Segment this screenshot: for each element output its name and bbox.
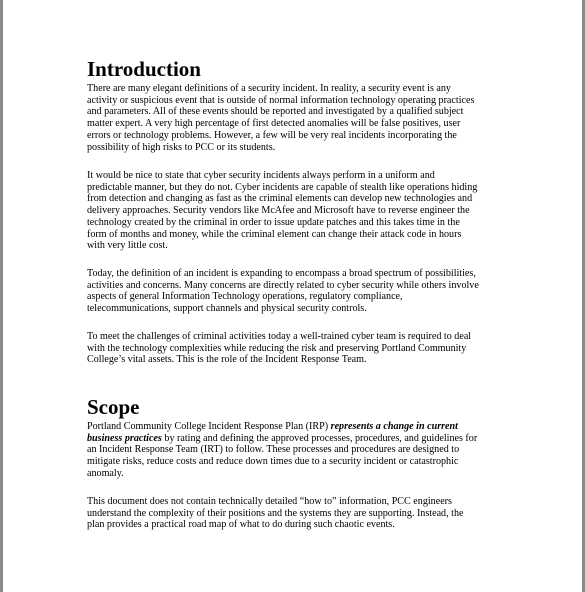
text-line: This document does not contain technically detailed “how to” information, PCC engineers: [87, 496, 452, 507]
scope-heading: Scope: [87, 395, 140, 419]
text-line: To meet the challenges of criminal activities today a well-trained cyber team is required to deal: [87, 331, 472, 342]
text-line: mitigate risks, reduce costs and reduce down times due to a security incident or catastrophic: [87, 456, 459, 468]
emphasized-text: business practices: [87, 432, 162, 444]
emphasized-text: represents a change in current: [330, 421, 458, 432]
text-line: and parameters. All of these events should be reported and investigated by a qualified subject: [87, 106, 464, 118]
text-line: delivery approaches. Security vendors like McAfee and Microsoft have to reverse engineer the: [87, 205, 470, 217]
text-line: from detection and changing as fast as the criminal elements can develop new technologies and: [87, 193, 473, 205]
text-line: telecommunications, support channels and physical security controls.: [87, 303, 367, 315]
text-line: College’s vital assets. This is the role of the Incident Response Team.: [87, 354, 367, 366]
text-line: Today, the definition of an incident is expanding to encompass a broad spectrum of possibilities,: [87, 268, 476, 279]
text-line: errors or technology problems. However, a few will be very real incidents incorporating the: [87, 129, 457, 141]
text-line: with the technology complexities while reducing the risk and preserving Portland Community: [87, 342, 467, 354]
text-line: anomaly.: [87, 467, 124, 479]
introduction-paragraph-3: [87, 268, 509, 315]
introduction-paragraph-2: [87, 170, 509, 252]
scope-line-2-text: by rating and defining the approved processes, procedures, and guidelines for: [161, 432, 478, 444]
introduction-paragraph-4: [87, 331, 509, 366]
text-line: technology created by the criminal in order to issue update patches and this takes time in the: [87, 216, 460, 228]
text-line: activity or suspicious event that is outside of normal information technology operating practices: [87, 94, 475, 106]
text-line: with very little cost.: [87, 240, 168, 252]
document-page: [3, 0, 582, 592]
text-line: [87, 421, 509, 433]
scope-paragraph-2: [87, 496, 509, 531]
text-line: There are many elegant definitions of a security incident. In reality, a security event is any: [87, 83, 451, 94]
scope-line-1-text: Portland Community College Incident Response Plan (IRP): [87, 421, 331, 432]
text-line: form of months and money, while the criminal element can change their attack code in hours: [87, 228, 462, 240]
introduction-paragraph-1: [87, 83, 509, 153]
introduction-heading: Introduction: [87, 57, 201, 81]
text-line: matter expert. A very high percentage of first detected anomalies will be false positives, user: [87, 118, 461, 130]
text-line: It would be nice to state that cyber security incidents always perform in a uniform and: [87, 170, 435, 181]
text-line: understand the complexity of their positions and the systems they are supporting. Instead, the: [87, 507, 464, 519]
text-line: possibility of high risks to PCC or its students.: [87, 141, 276, 153]
text-line: an Incident Response Team (IRT) to follow. These processes and procedures are designed to: [87, 444, 460, 456]
text-line: activities and concerns. Many concerns are directly related to cyber security while others involve: [87, 279, 479, 291]
text-line: [87, 433, 509, 445]
scope-paragraph-1: [87, 421, 509, 480]
text-line: aspects of general Information Technology operations, regulatory compliance,: [87, 291, 403, 303]
text-line: plan provides a practical road map of what to do during such chaotic events.: [87, 519, 395, 531]
text-line: predictable manner, but they do not. Cyber incidents are capable of stealth like operations hiding: [87, 181, 478, 193]
